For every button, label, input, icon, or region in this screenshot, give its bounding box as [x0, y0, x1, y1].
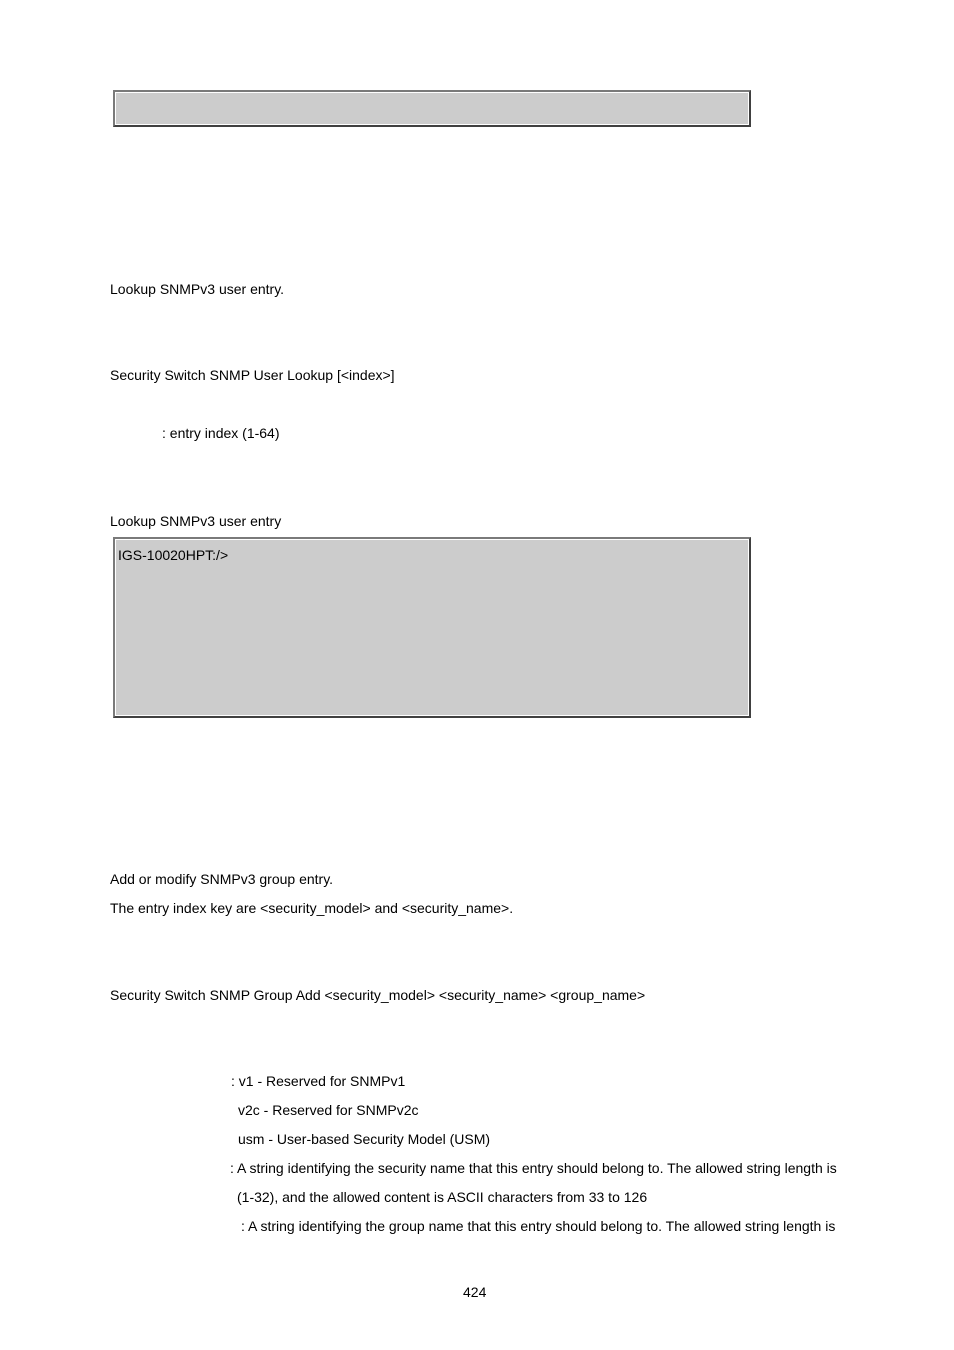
lookup-syntax: Security Switch SNMP User Lookup [<index>]: [110, 367, 395, 383]
param-security-name-2: (1-32), and the allowed content is ASCII characters from 33 to 126: [237, 1189, 648, 1205]
param-security-name-1: : A string identifying the security name that this entry should belong to. The allowed string length is: [230, 1160, 837, 1176]
lookup-example-caption: Lookup SNMPv3 user entry: [110, 513, 282, 529]
group-add-description-1: Add or modify SNMPv3 group entry.: [110, 871, 334, 887]
param-security-model-1: : v1 - Reserved for SNMPv1: [231, 1073, 406, 1089]
page-number: 424: [463, 1284, 487, 1300]
top-code-box: [113, 90, 751, 127]
param-security-model-2: v2c - Reserved for SNMPv2c: [238, 1102, 419, 1118]
lookup-description: Lookup SNMPv3 user entry.: [110, 281, 285, 297]
example-prompt: IGS-10020HPT:/>: [118, 547, 229, 563]
param-security-model-3: usm - User-based Security Model (USM): [238, 1131, 491, 1147]
lookup-param-index: : entry index (1-64): [162, 425, 280, 441]
group-add-syntax: Security Switch SNMP Group Add <security_model> <security_name> <group_name>: [110, 987, 646, 1003]
group-add-description-2: The entry index key are <security_model> and <security_name>.: [110, 900, 514, 916]
param-group-name-1: : A string identifying the group name that this entry should belong to. The allowed string length is: [241, 1218, 836, 1234]
lookup-example-box: [113, 537, 751, 718]
